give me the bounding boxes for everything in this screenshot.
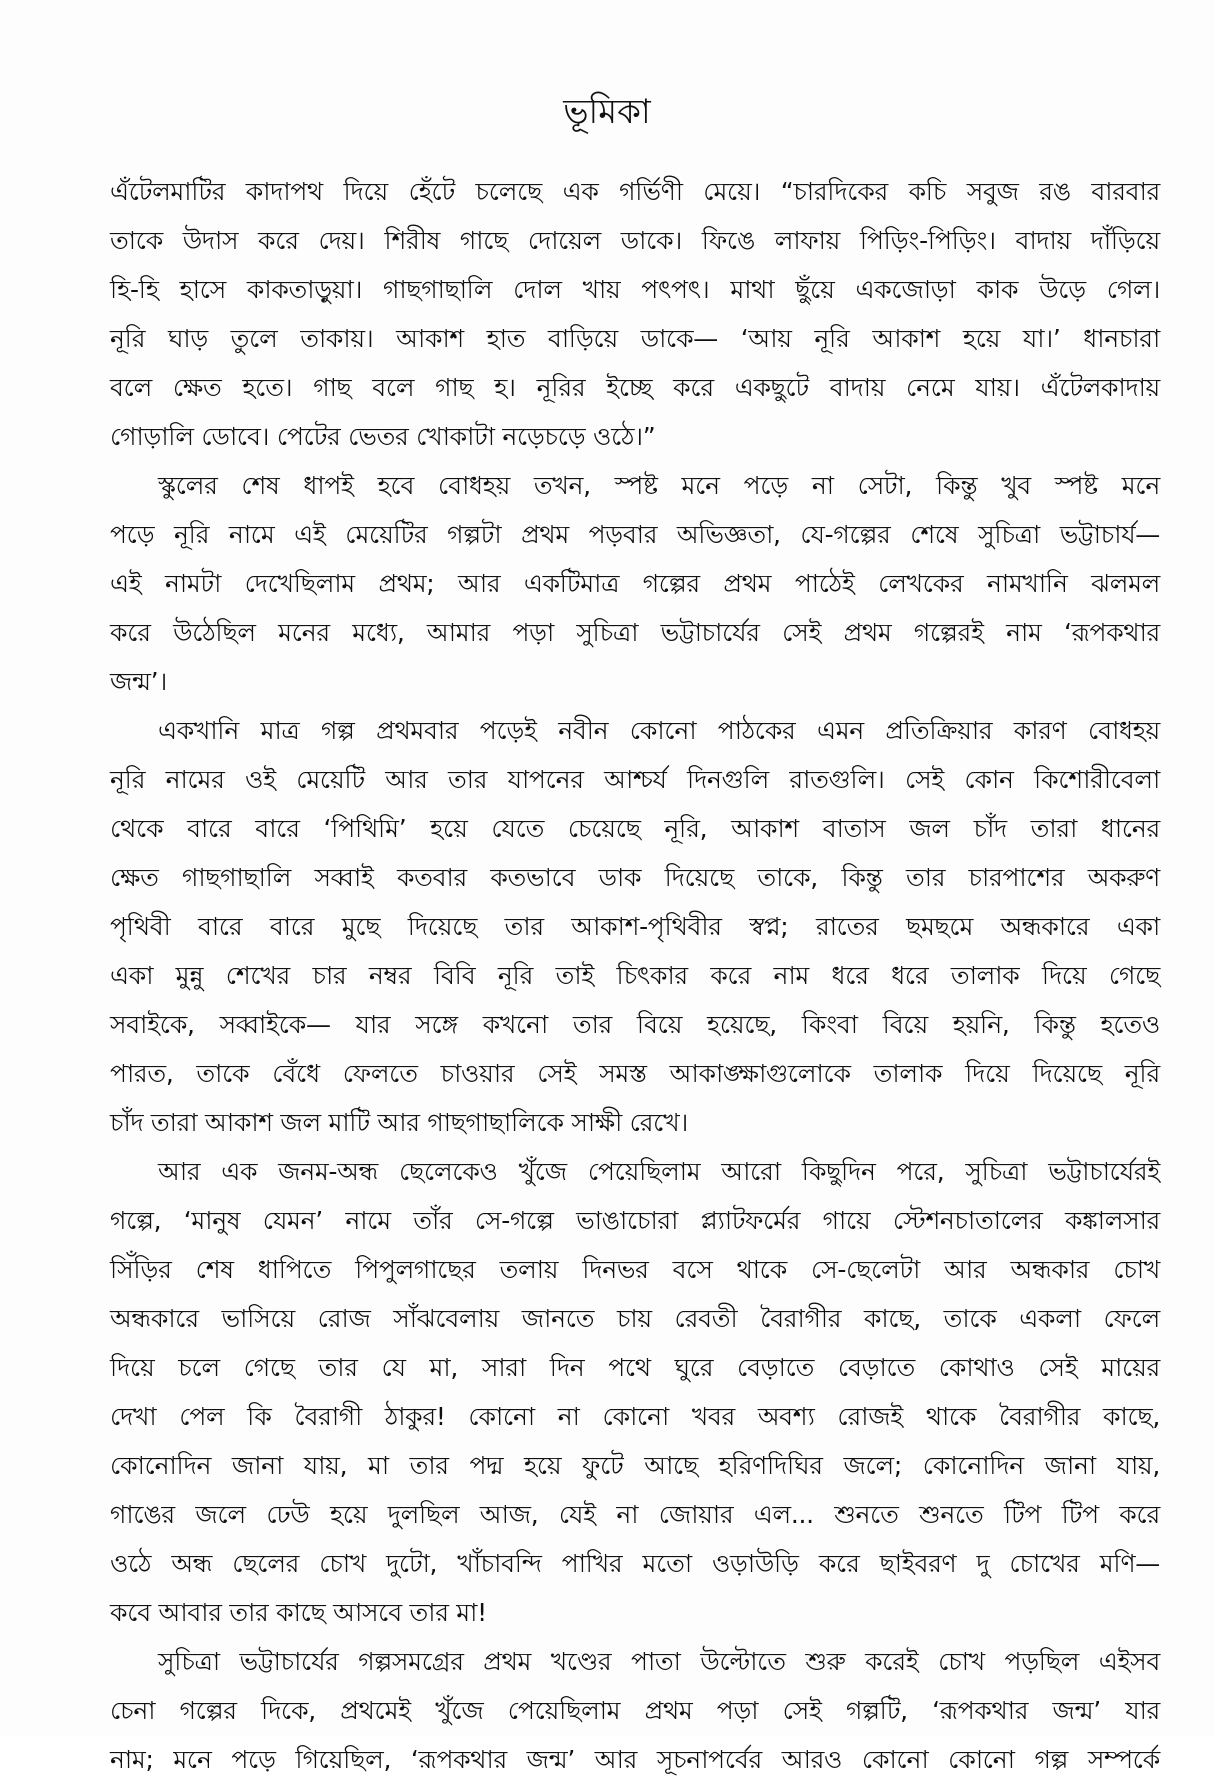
- text-line: জন্ম’।: [110, 667, 167, 696]
- text-line: গাঙের জলে ঢেউ হয়ে দুলছিল আজ, যেই না জোয়ার এল... শুনতে শুনতে টিপ টিপ করে: [110, 1500, 1160, 1529]
- text-line: দিয়ে চলে গেছে তার যে মা, সারা দিন পথে ঘুরে বেড়াতে বেড়াতে কোথাও সেই মায়ের: [110, 1353, 1160, 1382]
- text-line: নাম; মনে পড়ে গিয়েছিল, ‘রূপকথার জন্ম’ আর সূচনাপর্বের আরও কোনো কোনো গল্প সম্পর্কে: [110, 1745, 1160, 1774]
- text-line: স্কুলের শেষ ধাপই হবে বোধহয় তখন, স্পষ্ট মনে পড়ে না সেটা, কিন্তু খুব স্পষ্ট মনে: [158, 471, 1160, 500]
- paragraph-2: [110, 461, 1160, 706]
- text-line: পারত, তাকে বেঁধে ফেলতে চাওয়ার সেই সমস্ত আকাঙ্ক্ষাগুলোকে তালাক দিয়ে দিয়েছে নূরি: [110, 1059, 1160, 1088]
- text-line: নূরি নামের ওই মেয়েটি আর তার যাপনের আশ্চর্য দিনগুলি রাতগুলি। সেই কোন কিশোরীবেলা: [110, 765, 1160, 794]
- text-line: কবে আবার তার কাছে আসবে তার মা!: [110, 1598, 487, 1627]
- text-line: নূরি ঘাড় তুলে তাকায়। আকাশ হাত বাড়িয়ে ডাকে— ‘আয় নূরি আকাশ হয়ে যা।’ ধানচারা: [110, 324, 1160, 353]
- text-line: কোনোদিন জানা যায়, মা তার পদ্ম হয়ে ফুটে আছে হরিণদিঘির জলে; কোনোদিন জানা যায়,: [110, 1451, 1160, 1480]
- page-title: ভূমিকা: [563, 92, 651, 132]
- text-line: একখানি মাত্র গল্প প্রথমবার পড়েই নবীন কোনো পাঠকের এমন প্রতিক্রিয়ার কারণ বোধহয়: [158, 716, 1160, 745]
- text-line: সবাইকে, সব্বাইকে— যার সঙ্গে কখনো তার বিয়ে হয়েছে, কিংবা বিয়ে হয়নি, কিন্তু হতেও: [110, 1010, 1160, 1039]
- body-text: [110, 167, 1160, 1784]
- text-line: গল্পে, ‘মানুষ যেমন’ নামে তাঁর সে-গল্পে ভাঙাচোরা প্ল্যাটফর্মের গায়ে স্টেশনচাতালের কঙ্কালসার: [110, 1206, 1160, 1235]
- text-line: চেনা গল্পের দিকে, প্রথমেই খুঁজে পেয়েছিলাম প্রথম পড়া সেই গল্পটি, ‘রূপকথার জন্ম’ যার: [110, 1696, 1160, 1725]
- text-line: বলে ক্ষেত হতে। গাছ বলে গাছ হ। নূরির ইচ্ছে করে একছুটে বাদায় নেমে যায়। এঁটেলকাদায়: [110, 373, 1160, 402]
- paragraph-3: [110, 706, 1160, 1147]
- text-line: ক্ষেত গাছগাছালি সব্বাই কতবার কতভাবে ডাক দিয়েছে তাকে, কিন্তু তার চারপাশের অকরুণ: [110, 863, 1160, 892]
- text-line: থেকে বারে বারে ‘পিথিমি’ হয়ে যেতে চেয়েছে নূরি, আকাশ বাতাস জল চাঁদ তারা ধানের: [110, 814, 1160, 843]
- text-line: গোড়ালি ডোবে। পেটের ভেতর খোকাটা নড়েচড়ে ওঠে।”: [110, 422, 656, 451]
- text-line: অন্ধকারে ভাসিয়ে রোজ সাঁঝবেলায় জানতে চায় রেবতী বৈরাগীর কাছে, তাকে একলা ফেলে: [110, 1304, 1160, 1333]
- text-line: সুচিত্রা ভট্টাচার্যের গল্পসমগ্রের প্রথম খণ্ডের পাতা উল্টোতে শুরু করেই চোখ পড়ছিল এইসব: [158, 1647, 1160, 1676]
- text-line: সিঁড়ির শেষ ধাপিতে পিপুলগাছের তলায় দিনভর বসে থাকে সে-ছেলেটা আর অন্ধকার চোখ: [110, 1255, 1160, 1284]
- text-line: ওঠে অন্ধ ছেলের চোখ দুটো, খাঁচাবন্দি পাখির মতো ওড়াউড়ি করে ছাইবরণ দু চোখের মণি—: [110, 1549, 1160, 1578]
- text-line: করে উঠেছিল মনের মধ্যে, আমার পড়া সুচিত্রা ভট্টাচার্যের সেই প্রথম গল্পেরই নাম ‘রূপকথার: [110, 618, 1160, 647]
- text-line: আর এক জনম-অন্ধ ছেলেকেও খুঁজে পেয়েছিলাম আরো কিছুদিন পরে, সুচিত্রা ভট্টাচার্যেরই: [158, 1157, 1160, 1186]
- paragraph-5: [110, 1637, 1160, 1784]
- paragraph-1: [110, 167, 1160, 461]
- text-line: পড়ে নূরি নামে এই মেয়েটির গল্পটা প্রথম পড়বার অভিজ্ঞতা, যে-গল্পের শেষে সুচিত্রা ভট্টাচার্য—: [110, 520, 1160, 549]
- text-line: একা মুন্নু শেখের চার নম্বর বিবি নূরি তাই চিৎকার করে নাম ধরে ধরে তালাক দিয়ে গেছে: [110, 961, 1160, 990]
- text-line: তাকে উদাস করে দেয়। শিরীষ গাছে দোয়েল ডাকে। ফিঙে লাফায় পিড়িং-পিড়িং। বাদায় দাঁড়িয়ে: [110, 226, 1160, 255]
- text-line: পৃথিবী বারে বারে মুছে দিয়েছে তার আকাশ-পৃথিবীর স্বপ্ন; রাতের ছমছমে অন্ধকারে একা: [110, 912, 1160, 941]
- text-line: দেখা পেল কি বৈরাগী ঠাকুর! কোনো না কোনো খবর অবশ্য রোজই থাকে বৈরাগীর কাছে,: [110, 1402, 1160, 1431]
- text-line: চাঁদ তারা আকাশ জল মাটি আর গাছগাছালিকে সাক্ষী রেখে।: [110, 1108, 688, 1137]
- text-line: হি-হি হাসে কাকতাড়ুয়া। গাছগাছালি দোল খায় পৎপৎ। মাথা ছুঁয়ে একজোড়া কাক উড়ে গেল।: [110, 275, 1160, 304]
- paragraph-4: [110, 1147, 1160, 1637]
- text-line: এঁটেলমাটির কাদাপথ দিয়ে হেঁটে চলেছে এক গর্ভিণী মেয়ে। “চারদিকের কচি সবুজ রঙ বারবার: [110, 177, 1160, 206]
- text-line: এই নামটা দেখেছিলাম প্রথম; আর একটিমাত্র গল্পের প্রথম পাঠেই লেখকের নামখানি ঝলমল: [110, 569, 1160, 598]
